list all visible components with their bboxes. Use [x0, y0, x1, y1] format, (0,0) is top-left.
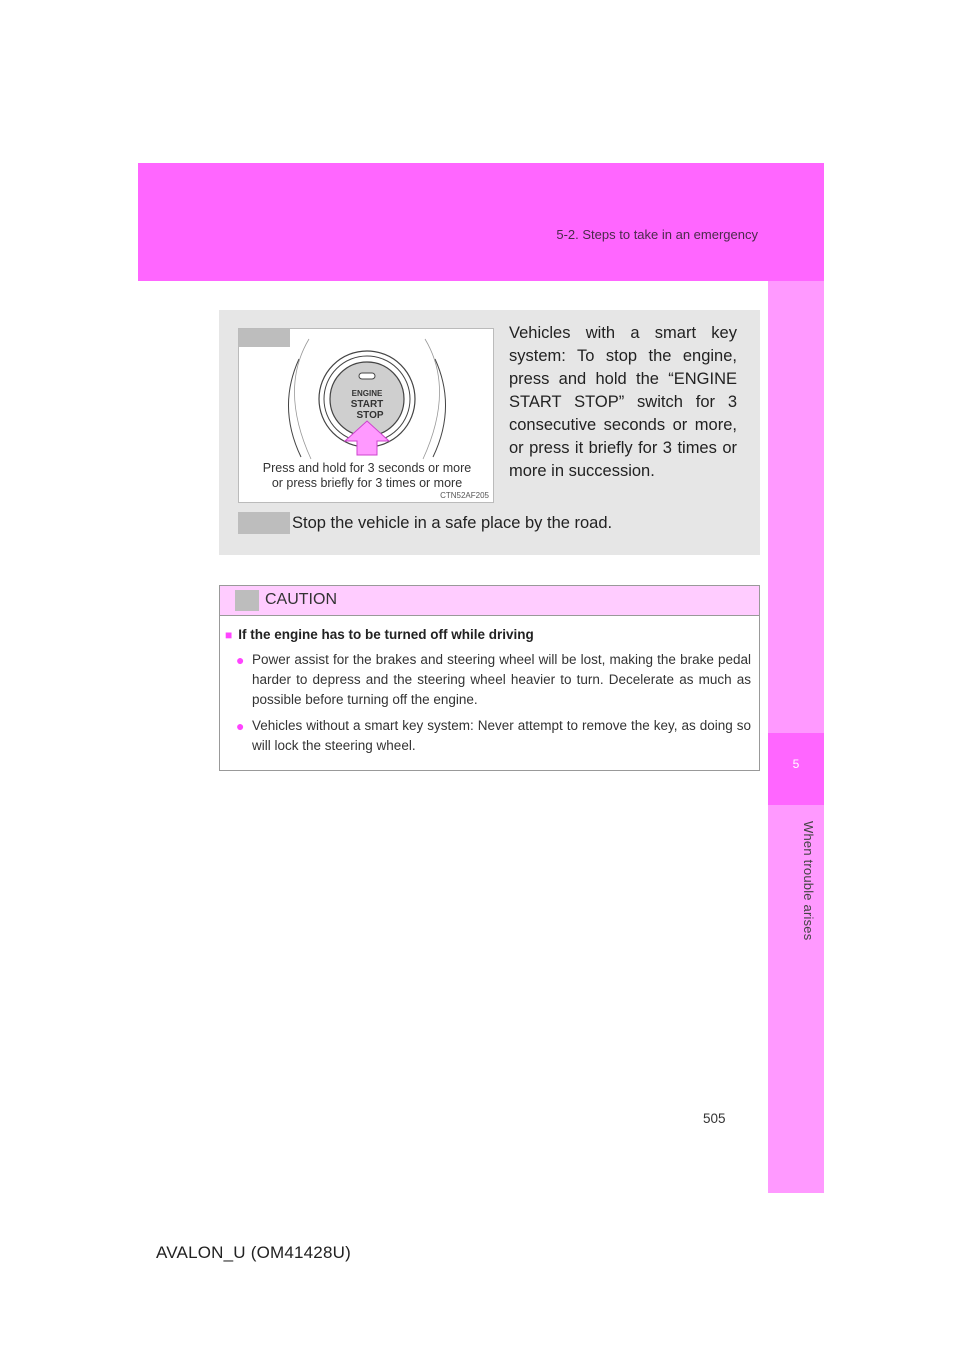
caution-heading-text: If the engine has to be turned off while driving	[238, 627, 534, 642]
circle-bullet-icon: ●	[236, 718, 245, 734]
caution-box	[219, 585, 760, 771]
caution-item-text: Vehicles without a smart key system: Never attempt to remove the key, as doing so will lock the steering wheel.	[252, 718, 751, 753]
button-text-line-2: START	[350, 399, 384, 410]
page-header	[138, 163, 824, 281]
circle-bullet-icon: ●	[236, 652, 245, 668]
caution-item	[236, 716, 751, 756]
section-title: 5-2. Steps to take in an emergency	[556, 227, 758, 242]
caution-heading	[225, 626, 759, 644]
engine-start-stop-button-icon	[239, 329, 495, 464]
chapter-number: 5	[792, 757, 800, 771]
chapter-title: When trouble arises	[801, 821, 816, 941]
square-bullet-icon: ■	[225, 628, 233, 642]
chapter-side-tab	[768, 281, 824, 1193]
caption-line-2: or press briefly for 3 times or more	[271, 476, 463, 490]
caution-title: CAUTION	[265, 591, 337, 608]
illustration-code: CTN52AF205	[440, 491, 489, 500]
caution-icon	[235, 590, 259, 611]
engine-button-illustration	[238, 328, 494, 503]
chapter-number-block	[768, 733, 824, 805]
caption-line-1: Press and hold for 3 seconds or more	[262, 461, 472, 475]
caution-header	[220, 586, 759, 616]
page-number: 505	[703, 1111, 726, 1126]
button-text-line-3: STOP	[356, 410, 384, 421]
model-code: AVALON_U (OM41428U)	[156, 1243, 351, 1262]
procedure-box	[219, 310, 760, 555]
step-marker	[238, 512, 290, 534]
caution-item-text: Power assist for the brakes and steering wheel will be lost, making the brake pedal harder to depress and the steering wheel heavier to turn. Decelerate as much as possible before turning off the engine.	[252, 652, 751, 707]
step-instruction: Stop the vehicle in a safe place by the road.	[292, 514, 613, 532]
caution-item	[236, 650, 751, 710]
caution-body	[220, 626, 759, 756]
smart-key-description: Vehicles with a smart key system: To stop the engine, press and hold the “ENGINE START STOP” switch for 3 consecutive seconds or more, or press it briefly for 3 times or more in succession.	[509, 324, 737, 480]
illustration-caption	[239, 461, 495, 491]
button-text-line-1: ENGINE	[351, 389, 383, 398]
